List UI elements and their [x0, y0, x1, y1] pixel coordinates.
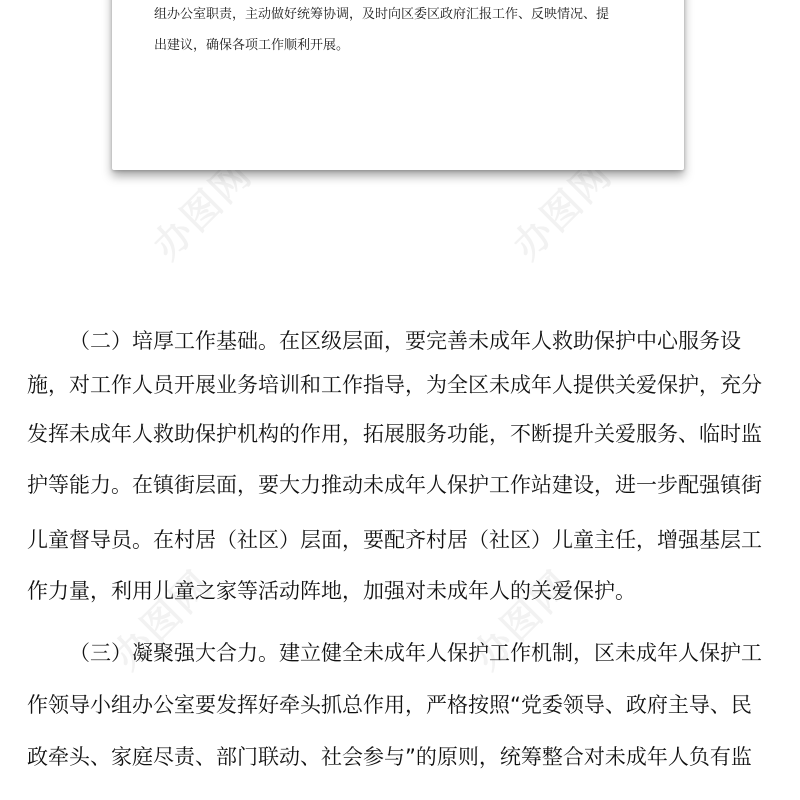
watermark: 办图网 [504, 151, 621, 268]
watermark: 办图网 [144, 151, 261, 268]
paragraph-line: 发挥未成年人救助保护机构的作用，拓展服务功能，不断提升关爱服务、临时监 [27, 422, 762, 446]
document-preview-card [112, 0, 684, 170]
watermark: 办图网 [104, 561, 221, 678]
paragraph-line: 施，对工作人员开展业务培训和工作指导，为全区未成年人提供关爱保护，充分 [27, 373, 762, 397]
paragraph-line: 政牵头、家庭尽责、部门联动、社会参与”的原则，统筹整合对未成年人负有监 [27, 745, 752, 769]
watermark: 办图网 [464, 561, 581, 678]
paragraph-line: 作力量，利用儿童之家等活动阵地，加强对未成年人的关爱保护。 [27, 579, 636, 603]
paragraph-line: 作领导小组办公室要发挥好牵头抓总作用，严格按照“党委领导、政府主导、民 [27, 693, 752, 717]
paragraph-line: （三）凝聚强大合力。建立健全未成年人保护工作机制，区未成年人保护工 [69, 641, 762, 665]
paragraph-line: （二）培厚工作基础。在区级层面，要完善未成年人救助保护中心服务设 [69, 329, 741, 353]
card-text-line: 组办公室职责，主动做好统筹协调，及时向区委区政府汇报工作、反映情况、提 [154, 7, 610, 22]
paragraph-line: 护等能力。在镇街层面，要大力推动未成年人保护工作站建设，进一步配强镇街 [27, 473, 762, 497]
paragraph-line: 儿童督导员。在村居（社区）层面，要配齐村居（社区）儿童主任，增强基层工 [27, 528, 762, 552]
card-text-line: 出建议，确保各项工作顺利开展。 [154, 38, 350, 53]
